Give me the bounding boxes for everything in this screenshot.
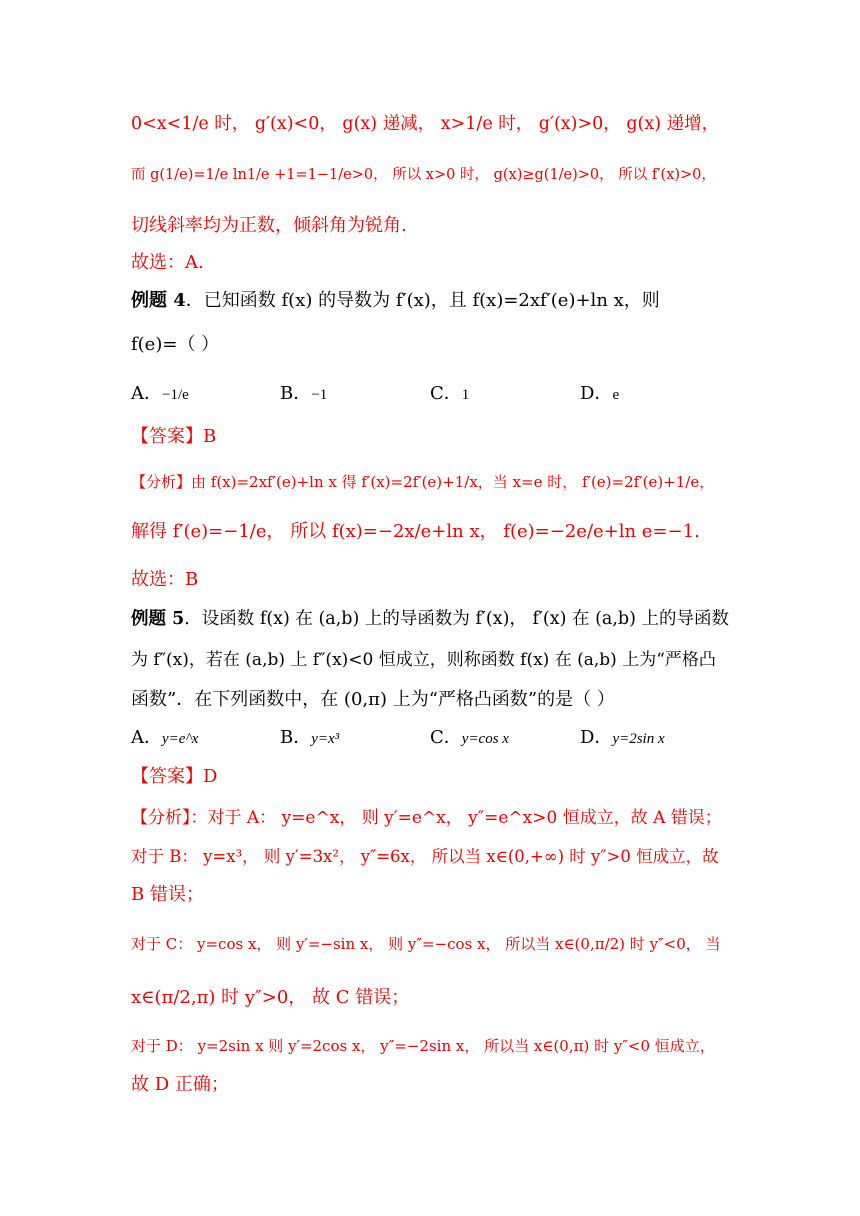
example-5-text: ．设函数 f(x) 在 (a,b) 上的导函数为 f′(x)， f′(x) 在 (a,b) 上的导函数 xyxy=(184,609,730,629)
example-5-analysis-a: 【分析】：对于 A： y=e^x， 则 y′=e^x， y″=e^x>0 恒成立，故 A 错误； xyxy=(131,808,722,828)
solution-line-monotonic: 0<x<1/e 时， g′(x)<0， g(x) 递减， x>1/e 时， g′(x)>0， g(x) 递增， xyxy=(131,114,720,134)
example-5-analysis-b-cont: B 错误； xyxy=(131,884,204,905)
example-4-text: ．已知函数 f(x) 的导数为 f′(x)，且 f(x)=2xf′(e)+ln x，则 xyxy=(185,290,660,311)
example-5-option-b xyxy=(280,726,339,751)
example-5-question-cont1: 为 f″(x)，若在 (a,b) 上 f″(x)<0 恒成立，则称函数 f(x) 在 (a,b) 上为“严格凸 xyxy=(131,650,716,670)
option-letter: B． xyxy=(280,383,312,404)
solution-line-positive: 而 g(1/e)=1/e ln1/e +1=1−1/e>0， 所以 x>0 时， g(x)≥g(1/e)>0， 所以 f′(x)>0， xyxy=(131,167,716,183)
option-value: −1/e xyxy=(162,387,189,403)
option-letter: A． xyxy=(131,727,162,748)
solution-choice-a: 故选：A. xyxy=(131,252,204,273)
option-letter: D． xyxy=(580,383,613,404)
option-value: y=2sin x xyxy=(612,731,665,747)
option-value: 1 xyxy=(461,387,470,403)
example-5-analysis-d: 对于 D： y=2sin x 则 y′=2cos x， y″=−2sin x， 所以当 x∈(0,π) 时 y″<0 恒成立， xyxy=(131,1037,715,1055)
example-5-question-cont2: 函数”．在下列函数中，在 (0,π) 上为“严格凸函数”的是（ ） xyxy=(131,689,615,710)
example-5-analysis-c: 对于 C： y=cos x， 则 y′=−sin x， 则 y″=−cos x， 所以当 x∈(0,π/2) 时 y″<0， 当 xyxy=(131,935,721,953)
option-letter: A． xyxy=(131,383,162,404)
option-letter: D． xyxy=(580,727,613,748)
example-4-option-a xyxy=(131,382,189,407)
option-value: y=x³ xyxy=(311,731,340,747)
example-5-option-d xyxy=(580,726,665,751)
example-5-analysis-d-cont: 故 D 正确； xyxy=(131,1074,229,1095)
example-4-question xyxy=(131,289,732,313)
example-4-option-b xyxy=(280,382,327,407)
example-4-option-d xyxy=(580,382,619,407)
option-value: y=cos x xyxy=(461,731,509,747)
example-5-answer: 【答案】D xyxy=(131,766,218,787)
example-4-choice: 故选：B xyxy=(131,569,199,590)
example-4-analysis: 【分析】由 f(x)=2xf′(e)+ln x 得 f′(x)=2f′(e)+1/x，当 x=e 时， f′(e)=2f′(e)+1/e， xyxy=(131,473,715,491)
example-5-analysis-b: 对于 B： y=x³， 则 y′=3x²， y″=6x， 所以当 x∈(0,+∞) 时 y″>0 恒成立，故 xyxy=(131,847,719,866)
example-4-label: 例题 4 xyxy=(131,290,186,311)
example-4-answer: 【答案】B xyxy=(131,426,217,447)
option-letter: C． xyxy=(430,727,462,748)
option-value: e xyxy=(612,387,620,403)
option-letter: C． xyxy=(430,383,462,404)
example-4-question-cont: f(e)=（ ） xyxy=(131,334,220,355)
example-5-option-a xyxy=(131,726,198,751)
solution-line-conclusion: 切线斜率均为正数，倾斜角为锐角. xyxy=(131,215,407,236)
option-value: y=e^x xyxy=(162,731,199,747)
option-letter: B． xyxy=(280,727,312,748)
example-5-option-c xyxy=(430,726,509,751)
example-5-question xyxy=(131,607,732,631)
example-4-analysis-cont: 解得 f′(e)=−1/e， 所以 f(x)=−2x/e+ln x， f(e)=−2e/e+ln e=−1. xyxy=(131,521,700,542)
option-value: −1 xyxy=(311,387,328,403)
example-4-option-c xyxy=(430,382,469,407)
example-5-analysis-c-cont: x∈(π/2,π) 时 y″>0， 故 C 错误； xyxy=(131,987,410,1008)
example-5-label: 例题 5 xyxy=(131,609,185,629)
